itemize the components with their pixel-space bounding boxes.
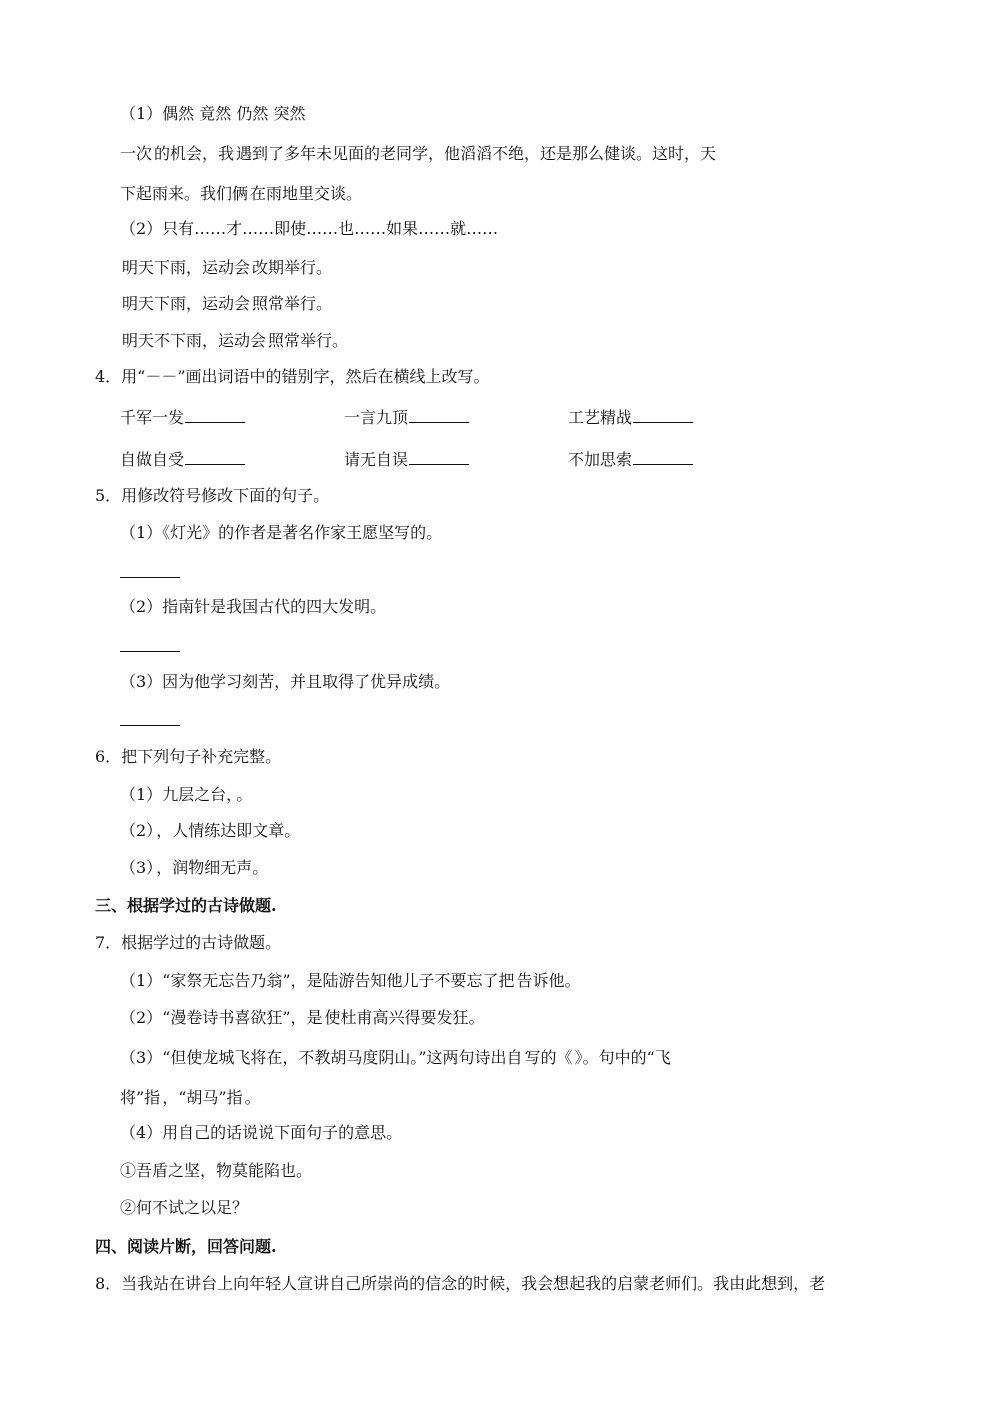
answer-blank[interactable] xyxy=(409,421,469,423)
line-q3-1-sentence-b: 下起雨来。我们俩 在雨地里交谈。 xyxy=(120,184,363,203)
word-4: 自做自受 xyxy=(120,449,246,471)
question-5-3: （3）因为他学习刻苦，并且取得了优异成绩。 xyxy=(120,672,451,691)
question-6: 6．把下列句子补充完整。 xyxy=(95,747,282,766)
line-q3-1-options: （1）偶然 竟然 仍然 突然 xyxy=(120,104,306,123)
answer-blank[interactable] xyxy=(185,463,245,465)
answer-blank[interactable] xyxy=(633,421,693,423)
section-4-heading: 四、阅读片断，回答问题. xyxy=(95,1237,277,1256)
word-2: 一言九顶 xyxy=(344,407,470,429)
question-7-4-1: ①吾盾之坚，物莫能陷也。 xyxy=(120,1161,313,1180)
answer-blank[interactable] xyxy=(409,463,469,465)
answer-blank[interactable] xyxy=(633,463,693,465)
word-5: 请无自误 xyxy=(344,449,470,471)
line-q3-1-sentence-a: 一次 的机会，我 遇到了多年未见面的老同学，他滔滔不绝，还是那么健谈。这时，天 xyxy=(120,144,717,163)
question-7-3b: 将”指 ，“胡马”指 。 xyxy=(120,1088,261,1107)
question-7-1: （1）“家祭无忘告乃翁”，是陆游告知他儿子不要忘了把 告诉他。 xyxy=(120,971,581,990)
word-3: 工艺精战 xyxy=(568,407,694,429)
question-5-2: （2）指南针是我国古代的四大发明。 xyxy=(120,597,387,616)
answer-blank[interactable] xyxy=(185,421,245,423)
line-q3-2-s3: 明天不下雨，运动会 照常举行。 xyxy=(122,331,349,350)
answer-blank[interactable] xyxy=(120,650,180,652)
question-6-3: （3） ，润物细无声。 xyxy=(120,858,269,877)
line-q3-2-s2: 明天下雨，运动会 照常举行。 xyxy=(122,294,333,313)
word-1: 千军一发 xyxy=(120,407,246,429)
line-q3-2-options: （2）只有……才……即使……也……如果……就…… xyxy=(120,219,499,238)
question-7-2: （2）“漫卷诗书喜欲狂”，是 使杜甫高兴得要发狂。 xyxy=(120,1008,485,1027)
answer-blank[interactable] xyxy=(120,724,180,726)
answer-blank[interactable] xyxy=(120,576,180,578)
question-5-1: （1）《灯光》的作者是著名作家王愿坚写的。 xyxy=(120,523,443,542)
line-q3-2-s1: 明天下雨，运动会 改期举行。 xyxy=(122,258,333,277)
question-4: 4．用“－－”画出词语中的错别字，然后在横线上改写。 xyxy=(95,367,490,386)
word-6: 不加思索 xyxy=(568,449,694,471)
question-6-2: （2） ，人情练达即文章。 xyxy=(120,821,301,840)
question-7-4: （4）用自己的话说说下面句子的意思。 xyxy=(120,1123,403,1142)
question-5: 5．用修改符号修改下面的句子。 xyxy=(95,486,330,505)
question-7-4-2: ②何不试之以足？ xyxy=(120,1198,249,1217)
question-8: 8．当我站在讲台上向年轻人宣讲自己所崇尚的信念的时候，我会想起我的启蒙老师们。我由此想到，老 xyxy=(95,1274,826,1293)
question-6-1: （1）九层之台， 。 xyxy=(120,785,253,804)
question-7-3a: （3）“但使龙城飞将在，不教胡马度阴山。”这两句诗出自 写的《 》。句中的“飞 xyxy=(120,1048,671,1067)
question-7: 7．根据学过的古诗做题。 xyxy=(95,933,282,952)
section-3-heading: 三、根据学过的古诗做题. xyxy=(95,896,277,915)
